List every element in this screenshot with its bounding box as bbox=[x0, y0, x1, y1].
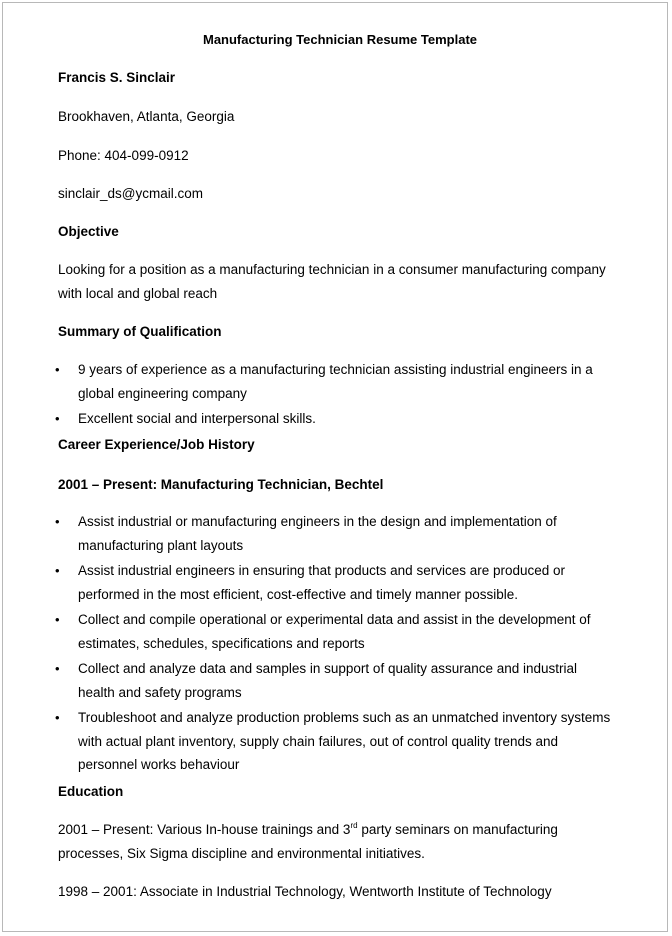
objective-line-1: Looking for a position as a manufacturing technician in a consumer manufacturing company bbox=[58, 262, 606, 277]
list-item: • Excellent social and interpersonal skills. bbox=[0, 407, 640, 431]
list-item: • Troubleshoot and analyze production problems such as an unmatched inventory systems with actual plant inventory, supply chain failures, out of control quality trends and personnel works behaviour bbox=[0, 706, 640, 777]
list-item: • 9 years of experience as a manufacturing technician assisting industrial engineers in a global engineering company bbox=[0, 358, 640, 405]
job-duties-list bbox=[0, 510, 640, 777]
job-title: 2001 – Present: Manufacturing Technician, Bechtel bbox=[58, 477, 384, 492]
list-item: • Collect and compile operational or experimental data and assist in the development of estimates, schedules, specifications and reports bbox=[0, 608, 640, 655]
address: Brookhaven, Atlanta, Georgia bbox=[58, 109, 235, 124]
education-line-1: 2001 – Present: Various In-house trainings and 3rd party seminars on manufacturing bbox=[58, 820, 558, 837]
list-item: • Assist industrial engineers in ensuring that products and services are produced or performed in the most efficient, cost-effective and timely manner possible. bbox=[0, 559, 640, 606]
summary-heading: Summary of Qualification bbox=[58, 324, 222, 339]
objective-heading: Objective bbox=[58, 224, 119, 239]
list-item: • Assist industrial or manufacturing engineers in the design and implementation of manufacturing plant layouts bbox=[0, 510, 640, 557]
objective-line-2: with local and global reach bbox=[58, 286, 218, 301]
career-heading: Career Experience/Job History bbox=[58, 437, 255, 452]
phone: Phone: 404-099-0912 bbox=[58, 148, 189, 163]
education-line-2: processes, Six Sigma discipline and environmental initiatives. bbox=[58, 846, 425, 861]
education-heading: Education bbox=[58, 784, 124, 799]
candidate-name: Francis S. Sinclair bbox=[58, 70, 176, 85]
list-item: • Collect and analyze data and samples in support of quality assurance and industrial health and safety programs bbox=[0, 657, 640, 704]
page-title: Manufacturing Technician Resume Template bbox=[202, 32, 477, 47]
summary-list bbox=[0, 358, 640, 431]
education-line-3: 1998 – 2001: Associate in Industrial Technology, Wentworth Institute of Technology bbox=[58, 884, 552, 899]
email: sinclair_ds@ycmail.com bbox=[58, 186, 203, 201]
